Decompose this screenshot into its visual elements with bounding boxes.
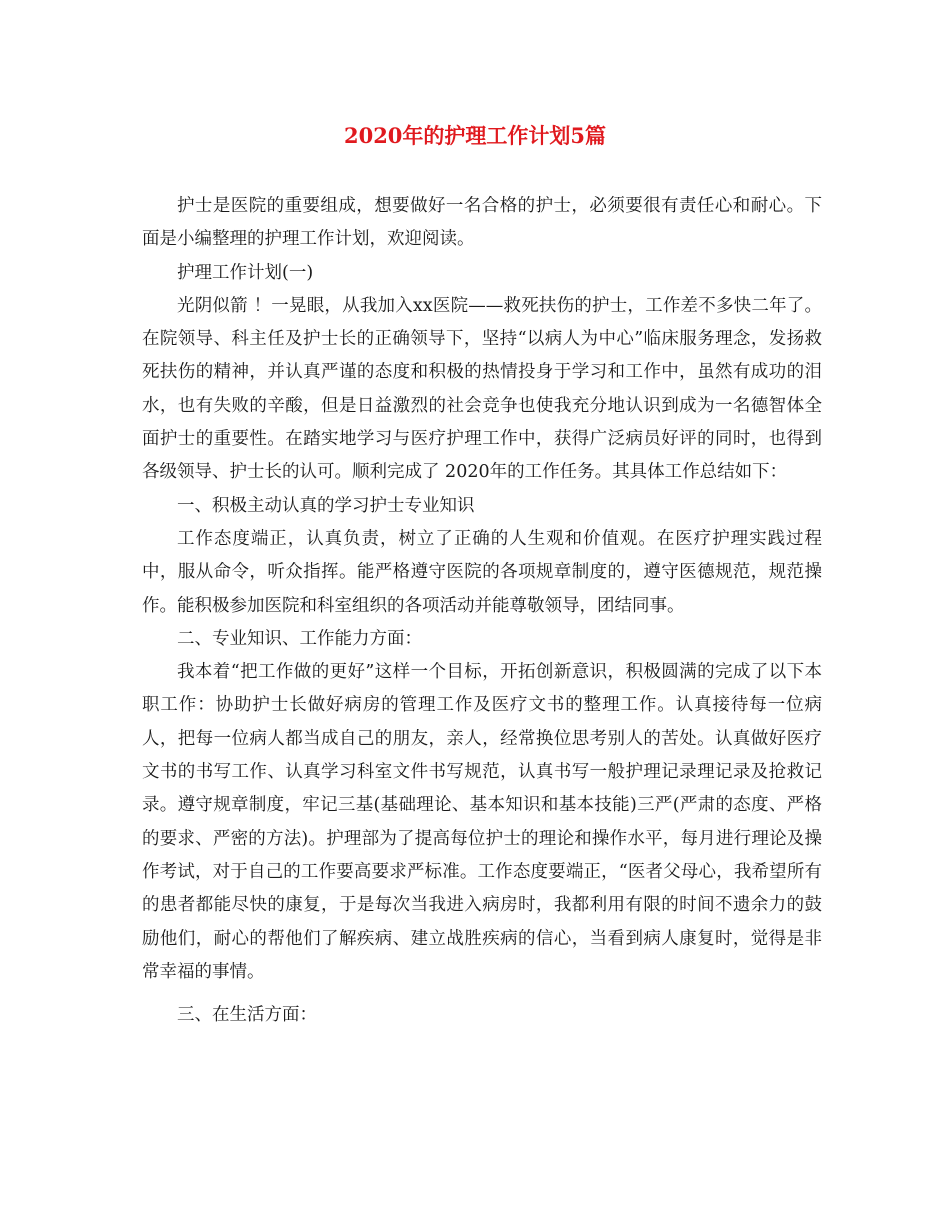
document-title: 2020年的护理工作计划5篇 (343, 123, 607, 148)
subheading-study-knowledge: 一、积极主动认真的学习护士专业知识 (177, 495, 475, 516)
intro-paragraph: 护士是医院的重要组成，想要做好一名合格的护士，必须要很有责任心和耐心。下面是小编整理的护理工作计划，欢迎阅读。 (142, 196, 822, 250)
section-heading-plan-1: 护理工作计划(一) (177, 262, 314, 283)
body-paragraph-overview: 光阴似箭 ！一晃眼，从我加入xx医院——救死扶伤的护士，工作差不多快二年了。在院领导、科主任及护士长的正确领导下，坚持“以病人为中心”临床服务理念，发扬救死扶伤的精神，并认真严谨的态度和积极的热情投身于学习和工作中，虽然有成功的泪水，也有失败的辛酸，但是日益激烈的社会竞争也使我充分地认识到成为一名德智体全面护士的重要性。在踏实地学习与医疗护理工作中，获得广泛病员好评的同时，也得到各级领导、护士长的认可。顺利完成了 2020年的工作任务。其具体工作总结如下： (142, 295, 822, 483)
body-paragraph-duties: 我本着“把工作做的更好”这样一个目标，开拓创新意识，积极圆满的完成了以下本职工作：协助护士长做好病房的管理工作及医疗文书的整理工作。认真接待每一位病人，把每一位病人都当成自己的朋友，亲人，经常换位思考别人的苦处。认真做好医疗文书的书写工作、认真学习科室文件书写规范，认真书写一般护理记录理记录及抢救记录。遵守规章制度，牢记三基(基础理论、基本知识和基本技能)三严(严肃的态度、严格的要求、严密的方法)。护理部为了提高每位护士的理论和操作水平，每月进行理论及操作考试，对于自己的工作要高要求严标准。工作态度要端正，“医者父母心，我希望所有的患者都能尽快的康复，于是每次当我进入病房时，我都利用有限的时间不遗余力的鼓励他们，耐心的帮他们了解疾病、建立战胜疾病的信心，当看到病人康复时，觉得是非常幸福的事情。 (142, 662, 822, 982)
body-paragraph-attitude: 工作态度端正，认真负责，树立了正确的人生观和价值观。在医疗护理实践过程中，服从命令，听众指挥。能严格遵守医院的各项规章制度的，遵守医德规范，规范操作。能积极参加医院和科室组织的各项活动并能尊敬领导，团结同事。 (142, 528, 822, 616)
subheading-professional-ability: 二、专业知识、工作能力方面： (177, 628, 422, 649)
subheading-life: 三、在生活方面： (177, 1005, 317, 1026)
document-body (142, 190, 822, 1032)
